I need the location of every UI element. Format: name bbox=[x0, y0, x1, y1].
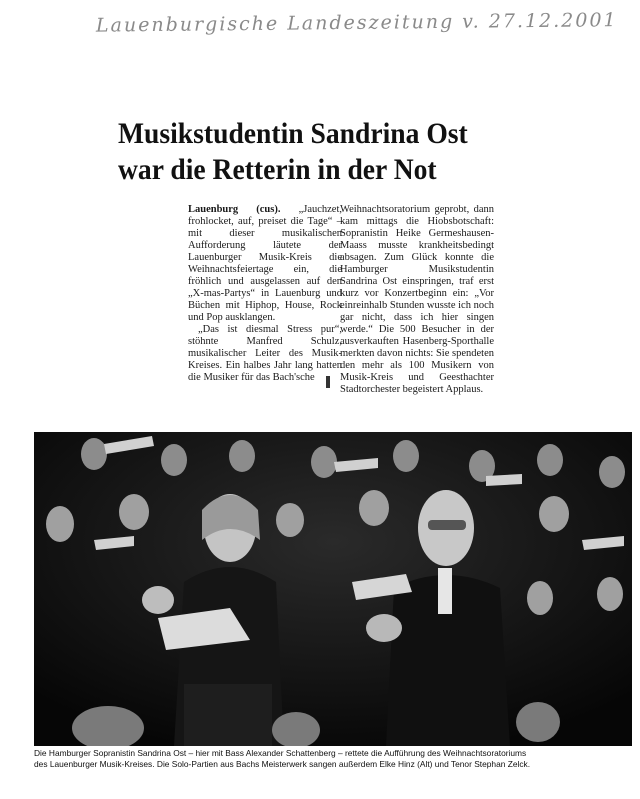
headline-line-2: war die Retterin in der Not bbox=[118, 153, 437, 186]
article-paragraph: „Das ist diesmal Stress pur“, stöhnte Manfred Schulz, musikalischer Leiter des Musik-Kreises. Ein halbes Jahr lang hatten die Musiker für das Bach'sche bbox=[188, 324, 342, 383]
article-paragraph bbox=[188, 204, 342, 324]
article-column-right bbox=[340, 204, 494, 396]
caption-line-2: des Lauenburger Musik-Kreises. Die Solo-Partien aus Bachs Meisterwerk sangen außerdem Elke Hinz (Alt) und Tenor Stephan Zelck. bbox=[34, 759, 531, 769]
dateline: Lauenburg (cus). bbox=[188, 204, 281, 215]
paragraph-text: „Jauchzet, frohlocket, auf, preiset die Tage“ – mit dieser musikalischen Aufforderung läutete der Lauenburger Musik-Kreis die Weihnachtsfeiertage ein, die fröhlich und ausgelassen auf den „X-mas-Partys“ in Lauenburg und Büchen mit Hiphop, House, Rock und Pop ausklangen. bbox=[188, 204, 343, 323]
article-column-left bbox=[188, 204, 342, 384]
column-divider-mark bbox=[326, 376, 330, 388]
article-paragraph: Weihnachtsoratorium geprobt, dann kam mittags die Hiobsbotschaft: Sopranistin Heike Germeshausen-Maass musste krankheitsbedingt absagen. Zum Glück konnte die Hamburger Musikstudentin Sandrina Ost einspringen, traf erst kurz vor Konzertbeginn ein: „Vor einreinhalb Stunden wusste ich noch gar nicht, dass ich hier singen werde.“ Die 500 Besucher in der ausverkauften Hasenberg-Sporthalle merkten davon nichts: Sie spendeten den mehr als 100 Musikern von Musik-Kreis und Geesthachter Stadtorchester begeistert Applaus. bbox=[340, 204, 494, 395]
caption-line-1: Die Hamburger Sopranistin Sandrina Ost – hier mit Bass Alexander Schattenberg – rettete die Aufführung des Weihnachtsoratoriums bbox=[34, 748, 527, 758]
article-headline bbox=[118, 116, 523, 188]
choir-photo-illustration bbox=[34, 432, 632, 746]
handwritten-note: Lauenburgische Landeszeitung v. 27.12.2001 bbox=[95, 9, 618, 37]
headline-line-1: Musikstudentin Sandrina Ost bbox=[118, 117, 468, 150]
choir-photo bbox=[34, 432, 632, 746]
photo-caption bbox=[34, 748, 638, 770]
